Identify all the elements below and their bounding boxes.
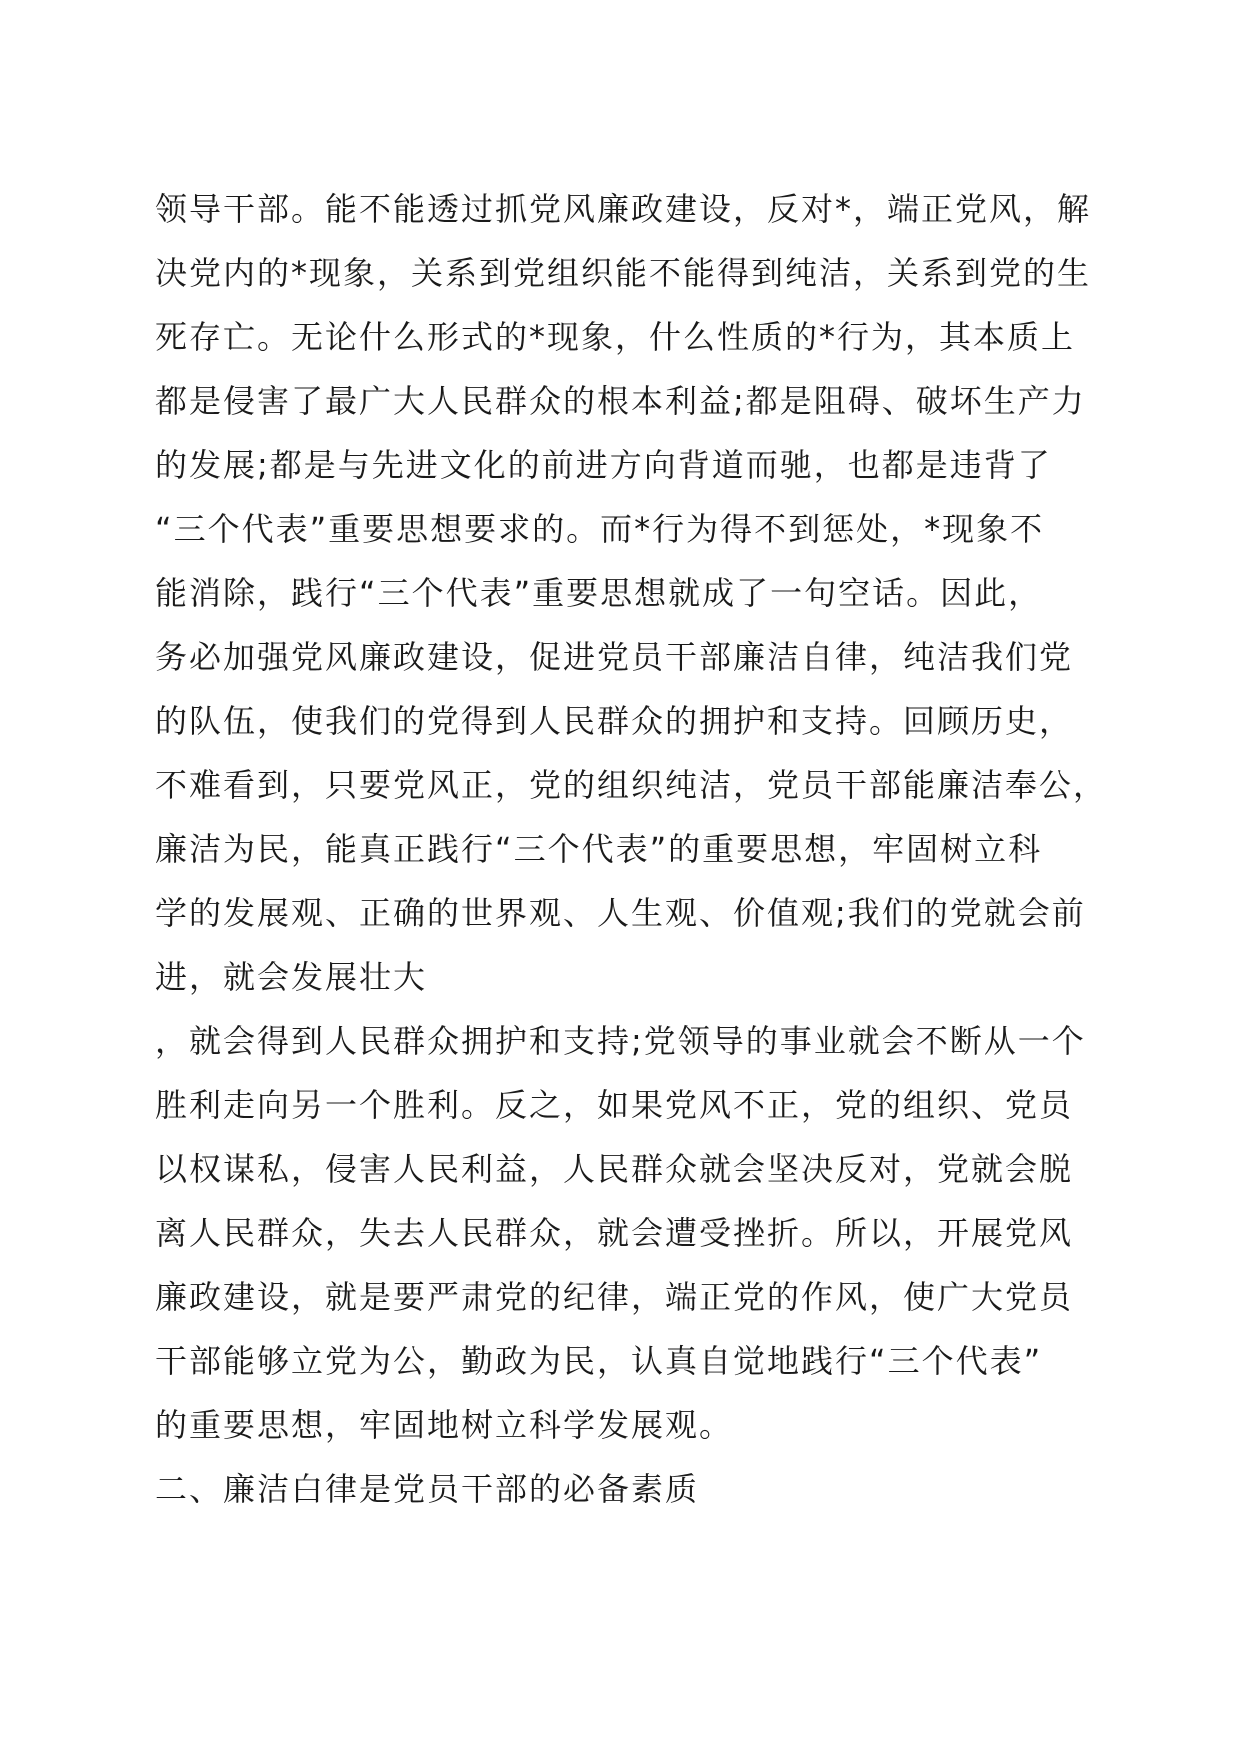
text-line: “三个代表”重要思想要求的。而*行为得不到惩处，*现象不 [155,510,1045,548]
text-line: 干部能够立党为公，勤政为民，认真自觉地践行“三个代表” [155,1342,1043,1380]
text-line: 能消除，践行“三个代表”重要思想就成了一句空话。因此， [155,574,1043,612]
text-line: 的队伍，使我们的党得到人民群众的拥护和支持。回顾历史， [155,702,1074,740]
body-text [155,185,1115,1529]
text-line: ，就会得到人民群众拥护和支持;党领导的事业就会不断从一个 [155,1022,1086,1060]
text-line: 不难看到，只要党风正，党的组织纯洁，党员干部能廉洁奉公， [155,766,1108,804]
text-line: 胜利走向另一个胜利。反之，如果党风不正，党的组织、党员 [155,1086,1074,1124]
text-line: 离人民群众，失去人民群众，就会遭受挫折。所以，开展党风 [155,1214,1074,1252]
text-line: 学的发展观、正确的世界观、人生观、价值观;我们的党就会前 [155,894,1086,932]
text-line: 的发展;都是与先进文化的前进方向背道而驰，也都是违背了 [155,446,1052,484]
text-line: 以权谋私，侵害人民利益，人民群众就会坚决反对，党就会脱 [155,1150,1074,1188]
text-line: 廉政建设，就是要严肃党的纪律，端正党的作风，使广大党员 [155,1278,1074,1316]
text-line: 都是侵害了最广大人民群众的根本利益;都是阻碍、破坏生产力 [155,382,1086,420]
text-line: 进，就会发展壮大 [155,958,428,996]
text-line: 务必加强党风廉政建设，促进党员干部廉洁自律，纯洁我们党 [155,638,1074,676]
section-heading: 二、廉洁白律是党员干部的必备素质 [155,1470,700,1508]
text-line: 的重要思想，牢固地树立科学发展观。 [155,1406,734,1444]
text-line: 廉洁为民，能真正践行“三个代表”的重要思想，牢固树立科 [155,830,1043,868]
text-line: 死存亡。无论什么形式的*现象，什么性质的*行为，其本质上 [155,318,1076,356]
text-line: 领导干部。能不能透过抓党风廉政建设，反对*，端正党风，解 [155,190,1092,228]
text-line: 决党内的*现象，关系到党组织能不能得到纯洁，关系到党的生 [155,254,1092,292]
